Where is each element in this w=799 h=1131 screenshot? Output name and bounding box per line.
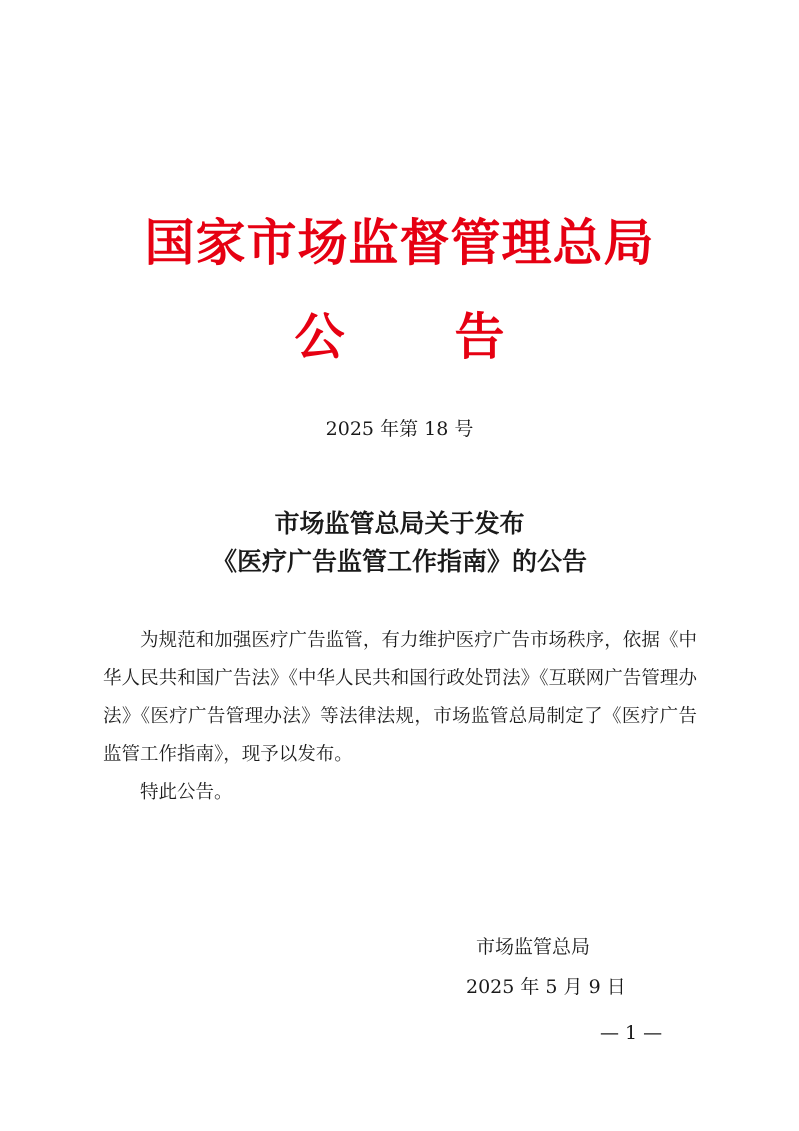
page-number: — 1 —	[600, 1022, 663, 1044]
body-paragraph: 为规范和加强医疗广告监管，有力维护医疗广告市场秩序，依据《中华人民共和国广告法》《中华人民共和国行政处罚法》《互联网广告管理办法》《医疗广告管理办法》等法律法规，市场监管总局制定了《医疗广告监管工作指南》，现予以发布。	[103, 630, 697, 765]
document-number: 2025 年第 18 号	[325, 418, 474, 440]
signing-date: 2025 年 5 月 9 日	[466, 976, 626, 998]
document-title-line-1: 市场监管总局关于发布	[274, 509, 525, 538]
closing-paragraph: 特此公告。	[140, 782, 233, 803]
document-body	[103, 622, 697, 812]
document-title-line-2: 《医疗广告监管工作指南》的公告	[211, 547, 587, 576]
document-type-char-1: 公	[294, 307, 345, 366]
signing-organization: 市场监管总局	[476, 936, 591, 958]
document-title	[0, 505, 799, 581]
document-type-heading	[0, 302, 799, 372]
issuing-agency-heading: 国家市场监督管理总局	[144, 213, 655, 272]
document-type-char-2: 告	[454, 307, 505, 366]
